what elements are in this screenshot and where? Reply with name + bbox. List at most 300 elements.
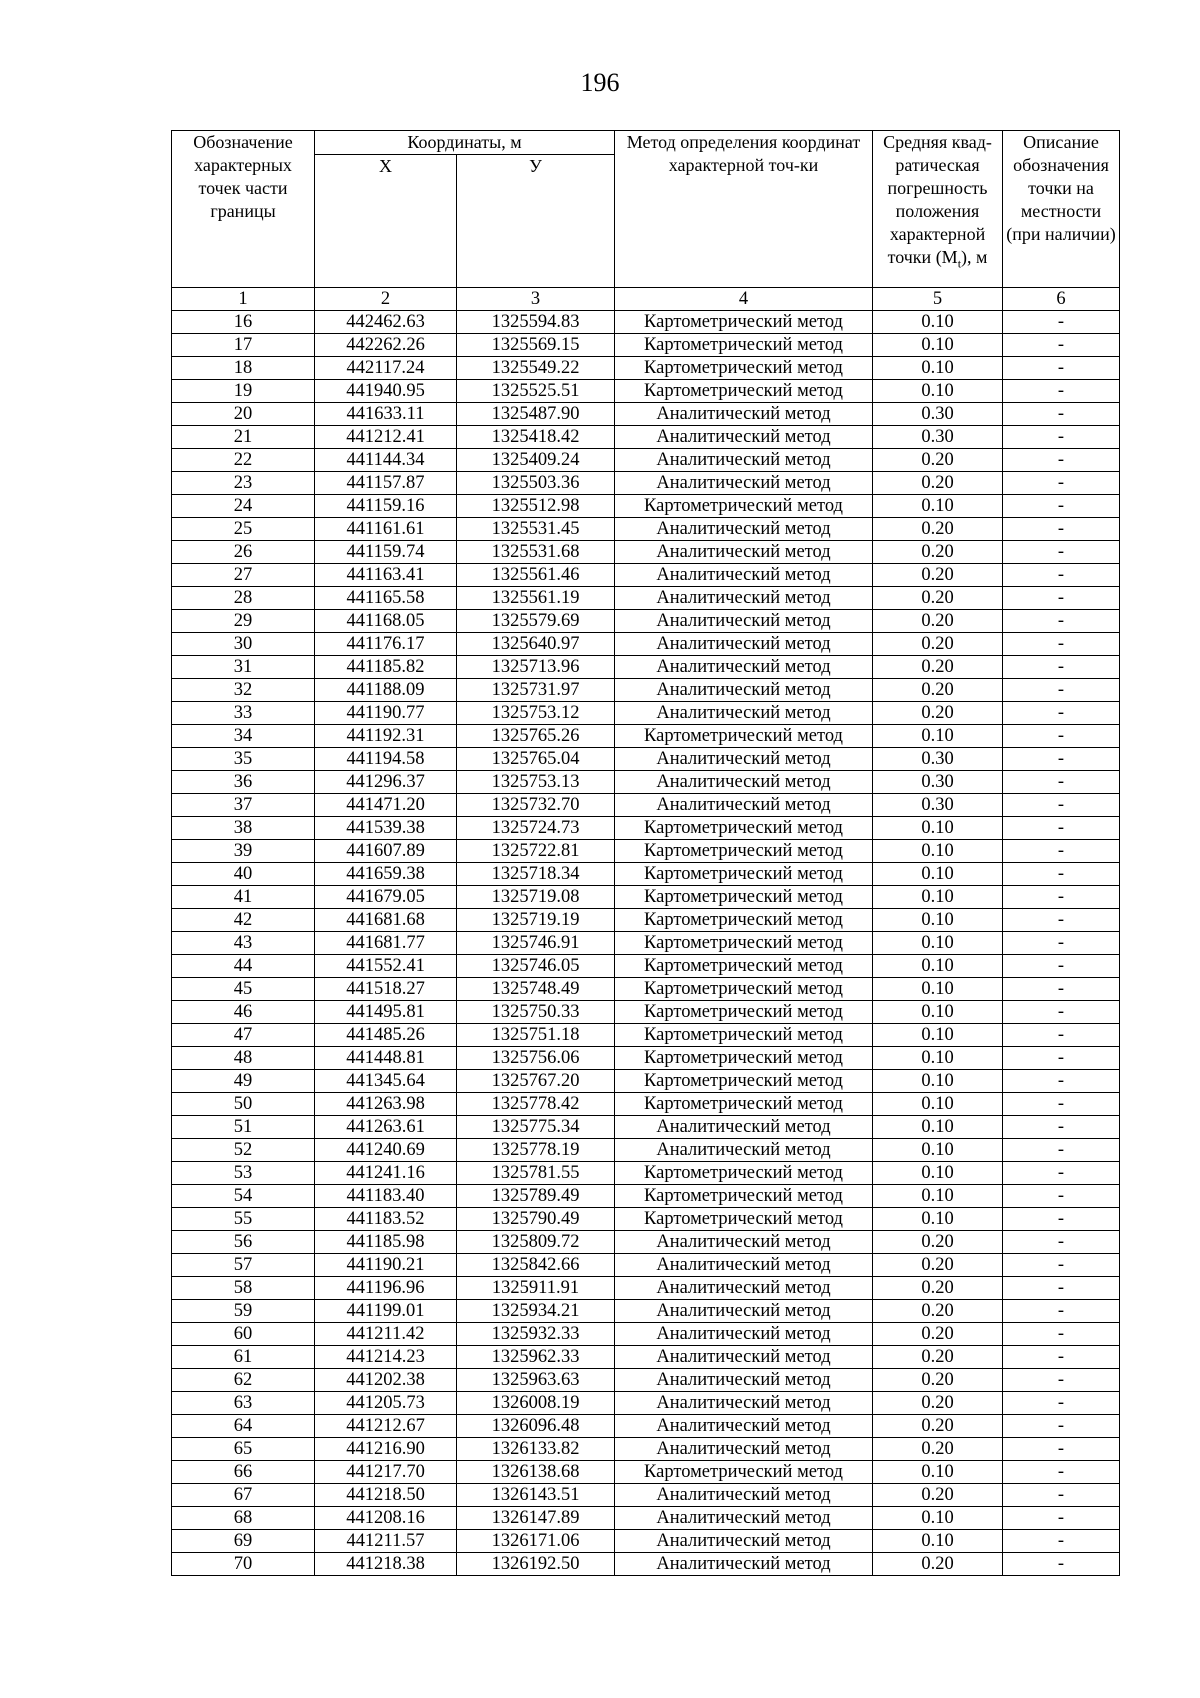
error-cell: 0.10 bbox=[873, 380, 1003, 403]
error-cell: 0.10 bbox=[873, 1116, 1003, 1139]
table-row bbox=[172, 909, 1120, 932]
description-cell: - bbox=[1003, 1415, 1120, 1438]
method-cell: Картометрический метод bbox=[615, 1070, 873, 1093]
error-cell: 0.20 bbox=[873, 587, 1003, 610]
description-cell: - bbox=[1003, 932, 1120, 955]
x-coordinate-cell: 441633.11 bbox=[315, 403, 457, 426]
method-cell: Аналитический метод bbox=[615, 794, 873, 817]
y-coordinate-cell: 1326133.82 bbox=[457, 1438, 615, 1461]
x-coordinate-cell: 441240.69 bbox=[315, 1139, 457, 1162]
point-number-cell: 48 bbox=[172, 1047, 315, 1070]
point-number-cell: 55 bbox=[172, 1208, 315, 1231]
error-cell: 0.30 bbox=[873, 403, 1003, 426]
y-coordinate-cell: 1326096.48 bbox=[457, 1415, 615, 1438]
x-coordinate-cell: 442262.26 bbox=[315, 334, 457, 357]
table-row bbox=[172, 1116, 1120, 1139]
description-cell: - bbox=[1003, 1001, 1120, 1024]
x-coordinate-cell: 441202.38 bbox=[315, 1369, 457, 1392]
y-coordinate-cell: 1325751.18 bbox=[457, 1024, 615, 1047]
table-row bbox=[172, 932, 1120, 955]
point-number-cell: 33 bbox=[172, 702, 315, 725]
y-coordinate-cell: 1325525.51 bbox=[457, 380, 615, 403]
error-cell: 0.20 bbox=[873, 1484, 1003, 1507]
point-number-cell: 24 bbox=[172, 495, 315, 518]
error-cell: 0.20 bbox=[873, 1254, 1003, 1277]
table-row bbox=[172, 380, 1120, 403]
method-cell: Картометрический метод bbox=[615, 1185, 873, 1208]
header-y: У bbox=[457, 155, 615, 288]
x-coordinate-cell: 441218.50 bbox=[315, 1484, 457, 1507]
error-cell: 0.20 bbox=[873, 1231, 1003, 1254]
table-row bbox=[172, 1208, 1120, 1231]
x-coordinate-cell: 441679.05 bbox=[315, 886, 457, 909]
error-cell: 0.10 bbox=[873, 1208, 1003, 1231]
method-cell: Картометрический метод bbox=[615, 955, 873, 978]
method-cell: Картометрический метод bbox=[615, 817, 873, 840]
error-cell: 0.10 bbox=[873, 886, 1003, 909]
error-cell: 0.20 bbox=[873, 1438, 1003, 1461]
description-cell: - bbox=[1003, 1392, 1120, 1415]
error-cell: 0.10 bbox=[873, 357, 1003, 380]
description-cell: - bbox=[1003, 1047, 1120, 1070]
description-cell: - bbox=[1003, 472, 1120, 495]
y-coordinate-cell: 1325719.08 bbox=[457, 886, 615, 909]
x-coordinate-cell: 441183.40 bbox=[315, 1185, 457, 1208]
y-coordinate-cell: 1325531.68 bbox=[457, 541, 615, 564]
y-coordinate-cell: 1325753.13 bbox=[457, 771, 615, 794]
table-row bbox=[172, 1323, 1120, 1346]
y-coordinate-cell: 1325640.97 bbox=[457, 633, 615, 656]
table-row bbox=[172, 1070, 1120, 1093]
error-cell: 0.10 bbox=[873, 1530, 1003, 1553]
method-cell: Картометрический метод bbox=[615, 1208, 873, 1231]
x-coordinate-cell: 441196.96 bbox=[315, 1277, 457, 1300]
x-coordinate-cell: 441212.41 bbox=[315, 426, 457, 449]
method-cell: Картометрический метод bbox=[615, 357, 873, 380]
description-cell: - bbox=[1003, 886, 1120, 909]
method-cell: Аналитический метод bbox=[615, 1231, 873, 1254]
y-coordinate-cell: 1326138.68 bbox=[457, 1461, 615, 1484]
description-cell: - bbox=[1003, 840, 1120, 863]
y-coordinate-cell: 1325767.20 bbox=[457, 1070, 615, 1093]
y-coordinate-cell: 1325579.69 bbox=[457, 610, 615, 633]
y-coordinate-cell: 1325724.73 bbox=[457, 817, 615, 840]
table-row bbox=[172, 1530, 1120, 1553]
x-coordinate-cell: 441681.77 bbox=[315, 932, 457, 955]
x-coordinate-cell: 441168.05 bbox=[315, 610, 457, 633]
point-number-cell: 19 bbox=[172, 380, 315, 403]
x-coordinate-cell: 441485.26 bbox=[315, 1024, 457, 1047]
error-cell: 0.30 bbox=[873, 426, 1003, 449]
y-coordinate-cell: 1325962.33 bbox=[457, 1346, 615, 1369]
table-row bbox=[172, 541, 1120, 564]
x-coordinate-cell: 441144.34 bbox=[315, 449, 457, 472]
method-cell: Картометрический метод bbox=[615, 1001, 873, 1024]
description-cell: - bbox=[1003, 334, 1120, 357]
table-row bbox=[172, 403, 1120, 426]
x-coordinate-cell: 442117.24 bbox=[315, 357, 457, 380]
error-cell: 0.10 bbox=[873, 817, 1003, 840]
x-coordinate-cell: 441157.87 bbox=[315, 472, 457, 495]
y-coordinate-cell: 1325732.70 bbox=[457, 794, 615, 817]
column-numbers-row bbox=[172, 288, 1120, 311]
description-cell: - bbox=[1003, 541, 1120, 564]
description-cell: - bbox=[1003, 1461, 1120, 1484]
error-cell: 0.20 bbox=[873, 564, 1003, 587]
error-cell: 0.10 bbox=[873, 909, 1003, 932]
error-cell: 0.20 bbox=[873, 449, 1003, 472]
x-coordinate-cell: 441607.89 bbox=[315, 840, 457, 863]
description-cell: - bbox=[1003, 748, 1120, 771]
table-row bbox=[172, 702, 1120, 725]
point-number-cell: 70 bbox=[172, 1553, 315, 1576]
x-coordinate-cell: 441199.01 bbox=[315, 1300, 457, 1323]
y-coordinate-cell: 1325594.83 bbox=[457, 311, 615, 334]
x-coordinate-cell: 441495.81 bbox=[315, 1001, 457, 1024]
point-number-cell: 63 bbox=[172, 1392, 315, 1415]
method-cell: Аналитический метод bbox=[615, 610, 873, 633]
point-number-cell: 57 bbox=[172, 1254, 315, 1277]
x-coordinate-cell: 441940.95 bbox=[315, 380, 457, 403]
y-coordinate-cell: 1325790.49 bbox=[457, 1208, 615, 1231]
method-cell: Аналитический метод bbox=[615, 656, 873, 679]
x-coordinate-cell: 442462.63 bbox=[315, 311, 457, 334]
description-cell: - bbox=[1003, 1185, 1120, 1208]
y-coordinate-cell: 1326192.50 bbox=[457, 1553, 615, 1576]
y-coordinate-cell: 1325531.45 bbox=[457, 518, 615, 541]
x-coordinate-cell: 441163.41 bbox=[315, 564, 457, 587]
description-cell: - bbox=[1003, 1162, 1120, 1185]
point-number-cell: 39 bbox=[172, 840, 315, 863]
column-number: 2 bbox=[315, 288, 457, 311]
description-cell: - bbox=[1003, 955, 1120, 978]
error-cell: 0.10 bbox=[873, 863, 1003, 886]
error-cell: 0.10 bbox=[873, 1185, 1003, 1208]
point-number-cell: 17 bbox=[172, 334, 315, 357]
x-coordinate-cell: 441212.67 bbox=[315, 1415, 457, 1438]
error-cell: 0.10 bbox=[873, 840, 1003, 863]
point-number-cell: 28 bbox=[172, 587, 315, 610]
description-cell: - bbox=[1003, 1231, 1120, 1254]
y-coordinate-cell: 1325549.22 bbox=[457, 357, 615, 380]
table-row bbox=[172, 1001, 1120, 1024]
point-number-cell: 69 bbox=[172, 1530, 315, 1553]
y-coordinate-cell: 1325719.19 bbox=[457, 909, 615, 932]
table-row bbox=[172, 518, 1120, 541]
method-cell: Аналитический метод bbox=[615, 426, 873, 449]
method-cell: Аналитический метод bbox=[615, 633, 873, 656]
point-number-cell: 30 bbox=[172, 633, 315, 656]
method-cell: Картометрический метод bbox=[615, 863, 873, 886]
method-cell: Картометрический метод bbox=[615, 1024, 873, 1047]
table-row bbox=[172, 817, 1120, 840]
x-coordinate-cell: 441185.98 bbox=[315, 1231, 457, 1254]
x-coordinate-cell: 441211.42 bbox=[315, 1323, 457, 1346]
x-coordinate-cell: 441518.27 bbox=[315, 978, 457, 1001]
y-coordinate-cell: 1325718.34 bbox=[457, 863, 615, 886]
method-cell: Аналитический метод bbox=[615, 1553, 873, 1576]
method-cell: Аналитический метод bbox=[615, 702, 873, 725]
description-cell: - bbox=[1003, 771, 1120, 794]
point-number-cell: 64 bbox=[172, 1415, 315, 1438]
x-coordinate-cell: 441190.77 bbox=[315, 702, 457, 725]
point-number-cell: 67 bbox=[172, 1484, 315, 1507]
error-cell: 0.20 bbox=[873, 1392, 1003, 1415]
error-cell: 0.30 bbox=[873, 771, 1003, 794]
method-cell: Аналитический метод bbox=[615, 472, 873, 495]
y-coordinate-cell: 1325778.19 bbox=[457, 1139, 615, 1162]
method-cell: Картометрический метод bbox=[615, 1162, 873, 1185]
table-row bbox=[172, 472, 1120, 495]
y-coordinate-cell: 1325746.05 bbox=[457, 955, 615, 978]
y-coordinate-cell: 1325753.12 bbox=[457, 702, 615, 725]
method-cell: Аналитический метод bbox=[615, 1139, 873, 1162]
error-cell: 0.10 bbox=[873, 495, 1003, 518]
description-cell: - bbox=[1003, 1369, 1120, 1392]
error-cell: 0.30 bbox=[873, 794, 1003, 817]
y-coordinate-cell: 1325418.42 bbox=[457, 426, 615, 449]
y-coordinate-cell: 1326171.06 bbox=[457, 1530, 615, 1553]
point-number-cell: 21 bbox=[172, 426, 315, 449]
error-cell: 0.20 bbox=[873, 1346, 1003, 1369]
x-coordinate-cell: 441211.57 bbox=[315, 1530, 457, 1553]
error-cell: 0.10 bbox=[873, 334, 1003, 357]
table-row bbox=[172, 1231, 1120, 1254]
x-coordinate-cell: 441681.68 bbox=[315, 909, 457, 932]
error-cell: 0.20 bbox=[873, 541, 1003, 564]
description-cell: - bbox=[1003, 863, 1120, 886]
table-row bbox=[172, 334, 1120, 357]
description-cell: - bbox=[1003, 1438, 1120, 1461]
table-row bbox=[172, 794, 1120, 817]
point-number-cell: 41 bbox=[172, 886, 315, 909]
y-coordinate-cell: 1325748.49 bbox=[457, 978, 615, 1001]
y-coordinate-cell: 1325561.19 bbox=[457, 587, 615, 610]
method-cell: Аналитический метод bbox=[615, 518, 873, 541]
method-cell: Картометрический метод bbox=[615, 311, 873, 334]
x-coordinate-cell: 441216.90 bbox=[315, 1438, 457, 1461]
method-cell: Картометрический метод bbox=[615, 334, 873, 357]
y-coordinate-cell: 1325809.72 bbox=[457, 1231, 615, 1254]
table-row bbox=[172, 1438, 1120, 1461]
error-cell: 0.20 bbox=[873, 610, 1003, 633]
method-cell: Аналитический метод bbox=[615, 564, 873, 587]
description-cell: - bbox=[1003, 380, 1120, 403]
point-number-cell: 36 bbox=[172, 771, 315, 794]
error-cell: 0.10 bbox=[873, 1001, 1003, 1024]
y-coordinate-cell: 1325932.33 bbox=[457, 1323, 615, 1346]
table-row bbox=[172, 748, 1120, 771]
description-cell: - bbox=[1003, 978, 1120, 1001]
method-cell: Аналитический метод bbox=[615, 771, 873, 794]
point-number-cell: 50 bbox=[172, 1093, 315, 1116]
table-row bbox=[172, 1162, 1120, 1185]
table-row bbox=[172, 1415, 1120, 1438]
y-coordinate-cell: 1326143.51 bbox=[457, 1484, 615, 1507]
point-number-cell: 38 bbox=[172, 817, 315, 840]
column-number: 4 bbox=[615, 288, 873, 311]
error-cell: 0.20 bbox=[873, 1553, 1003, 1576]
error-cell: 0.30 bbox=[873, 748, 1003, 771]
method-cell: Аналитический метод bbox=[615, 1507, 873, 1530]
method-cell: Картометрический метод bbox=[615, 1093, 873, 1116]
description-cell: - bbox=[1003, 909, 1120, 932]
method-cell: Картометрический метод bbox=[615, 840, 873, 863]
x-coordinate-cell: 441471.20 bbox=[315, 794, 457, 817]
table-row bbox=[172, 1461, 1120, 1484]
y-coordinate-cell: 1325765.26 bbox=[457, 725, 615, 748]
description-cell: - bbox=[1003, 1093, 1120, 1116]
table-row bbox=[172, 771, 1120, 794]
error-cell: 0.10 bbox=[873, 1024, 1003, 1047]
method-cell: Картометрический метод bbox=[615, 380, 873, 403]
y-coordinate-cell: 1325911.91 bbox=[457, 1277, 615, 1300]
table-row bbox=[172, 1047, 1120, 1070]
x-coordinate-cell: 441263.61 bbox=[315, 1116, 457, 1139]
error-cell: 0.20 bbox=[873, 1277, 1003, 1300]
table-row bbox=[172, 679, 1120, 702]
point-number-cell: 46 bbox=[172, 1001, 315, 1024]
error-cell: 0.10 bbox=[873, 1507, 1003, 1530]
table-row bbox=[172, 1507, 1120, 1530]
description-cell: - bbox=[1003, 1323, 1120, 1346]
point-number-cell: 18 bbox=[172, 357, 315, 380]
error-cell: 0.20 bbox=[873, 679, 1003, 702]
column-number: 5 bbox=[873, 288, 1003, 311]
method-cell: Аналитический метод bbox=[615, 1392, 873, 1415]
y-coordinate-cell: 1325512.98 bbox=[457, 495, 615, 518]
description-cell: - bbox=[1003, 587, 1120, 610]
point-number-cell: 53 bbox=[172, 1162, 315, 1185]
y-coordinate-cell: 1325781.55 bbox=[457, 1162, 615, 1185]
x-coordinate-cell: 441218.38 bbox=[315, 1553, 457, 1576]
error-cell: 0.10 bbox=[873, 311, 1003, 334]
error-cell: 0.10 bbox=[873, 1070, 1003, 1093]
error-cell: 0.10 bbox=[873, 1047, 1003, 1070]
x-coordinate-cell: 441185.82 bbox=[315, 656, 457, 679]
x-coordinate-cell: 441296.37 bbox=[315, 771, 457, 794]
column-number: 6 bbox=[1003, 288, 1120, 311]
point-number-cell: 49 bbox=[172, 1070, 315, 1093]
method-cell: Картометрический метод bbox=[615, 886, 873, 909]
point-number-cell: 47 bbox=[172, 1024, 315, 1047]
method-cell: Аналитический метод bbox=[615, 1116, 873, 1139]
description-cell: - bbox=[1003, 426, 1120, 449]
y-coordinate-cell: 1325775.34 bbox=[457, 1116, 615, 1139]
table-row bbox=[172, 564, 1120, 587]
y-coordinate-cell: 1325503.36 bbox=[457, 472, 615, 495]
point-number-cell: 58 bbox=[172, 1277, 315, 1300]
y-coordinate-cell: 1325746.91 bbox=[457, 932, 615, 955]
table-row bbox=[172, 840, 1120, 863]
point-number-cell: 40 bbox=[172, 863, 315, 886]
point-number-cell: 31 bbox=[172, 656, 315, 679]
y-coordinate-cell: 1325756.06 bbox=[457, 1047, 615, 1070]
error-cell: 0.20 bbox=[873, 702, 1003, 725]
description-cell: - bbox=[1003, 1346, 1120, 1369]
description-cell: - bbox=[1003, 1254, 1120, 1277]
description-cell: - bbox=[1003, 1024, 1120, 1047]
description-cell: - bbox=[1003, 311, 1120, 334]
description-cell: - bbox=[1003, 610, 1120, 633]
point-number-cell: 60 bbox=[172, 1323, 315, 1346]
method-cell: Картометрический метод bbox=[615, 909, 873, 932]
method-cell: Аналитический метод bbox=[615, 1369, 873, 1392]
header-mse-subscript: t bbox=[957, 256, 962, 271]
error-cell: 0.20 bbox=[873, 656, 1003, 679]
method-cell: Аналитический метод bbox=[615, 403, 873, 426]
table-row bbox=[172, 633, 1120, 656]
description-cell: - bbox=[1003, 656, 1120, 679]
method-cell: Аналитический метод bbox=[615, 748, 873, 771]
point-number-cell: 66 bbox=[172, 1461, 315, 1484]
table-body bbox=[172, 311, 1120, 1576]
point-number-cell: 27 bbox=[172, 564, 315, 587]
description-cell: - bbox=[1003, 1530, 1120, 1553]
method-cell: Аналитический метод bbox=[615, 1300, 873, 1323]
x-coordinate-cell: 441159.16 bbox=[315, 495, 457, 518]
x-coordinate-cell: 441205.73 bbox=[315, 1392, 457, 1415]
y-coordinate-cell: 1325409.24 bbox=[457, 449, 615, 472]
table-row bbox=[172, 1277, 1120, 1300]
table-row bbox=[172, 1093, 1120, 1116]
description-cell: - bbox=[1003, 702, 1120, 725]
x-coordinate-cell: 441659.38 bbox=[315, 863, 457, 886]
description-cell: - bbox=[1003, 1484, 1120, 1507]
y-coordinate-cell: 1325561.46 bbox=[457, 564, 615, 587]
error-cell: 0.20 bbox=[873, 1300, 1003, 1323]
x-coordinate-cell: 441183.52 bbox=[315, 1208, 457, 1231]
point-number-cell: 22 bbox=[172, 449, 315, 472]
y-coordinate-cell: 1325842.66 bbox=[457, 1254, 615, 1277]
table-row bbox=[172, 863, 1120, 886]
x-coordinate-cell: 441165.58 bbox=[315, 587, 457, 610]
error-cell: 0.10 bbox=[873, 1461, 1003, 1484]
x-coordinate-cell: 441552.41 bbox=[315, 955, 457, 978]
error-cell: 0.10 bbox=[873, 978, 1003, 1001]
header-method: Метод определения координат характерной точ-ки bbox=[615, 131, 873, 288]
description-cell: - bbox=[1003, 449, 1120, 472]
method-cell: Аналитический метод bbox=[615, 1530, 873, 1553]
x-coordinate-cell: 441161.61 bbox=[315, 518, 457, 541]
point-number-cell: 61 bbox=[172, 1346, 315, 1369]
point-number-cell: 20 bbox=[172, 403, 315, 426]
method-cell: Аналитический метод bbox=[615, 587, 873, 610]
x-coordinate-cell: 441188.09 bbox=[315, 679, 457, 702]
table-row bbox=[172, 1553, 1120, 1576]
error-cell: 0.20 bbox=[873, 472, 1003, 495]
point-number-cell: 44 bbox=[172, 955, 315, 978]
x-coordinate-cell: 441345.64 bbox=[315, 1070, 457, 1093]
point-number-cell: 34 bbox=[172, 725, 315, 748]
method-cell: Аналитический метод bbox=[615, 1484, 873, 1507]
header-mse-unit: ), м bbox=[961, 247, 988, 267]
method-cell: Аналитический метод bbox=[615, 679, 873, 702]
error-cell: 0.20 bbox=[873, 1369, 1003, 1392]
y-coordinate-cell: 1326008.19 bbox=[457, 1392, 615, 1415]
description-cell: - bbox=[1003, 817, 1120, 840]
method-cell: Картометрический метод bbox=[615, 725, 873, 748]
description-cell: - bbox=[1003, 1553, 1120, 1576]
point-number-cell: 23 bbox=[172, 472, 315, 495]
description-cell: - bbox=[1003, 794, 1120, 817]
table-row bbox=[172, 587, 1120, 610]
x-coordinate-cell: 441214.23 bbox=[315, 1346, 457, 1369]
header-point-designation: Обозначение характерных точек части границы bbox=[172, 131, 315, 288]
error-cell: 0.10 bbox=[873, 1093, 1003, 1116]
error-cell: 0.10 bbox=[873, 1139, 1003, 1162]
y-coordinate-cell: 1325778.42 bbox=[457, 1093, 615, 1116]
